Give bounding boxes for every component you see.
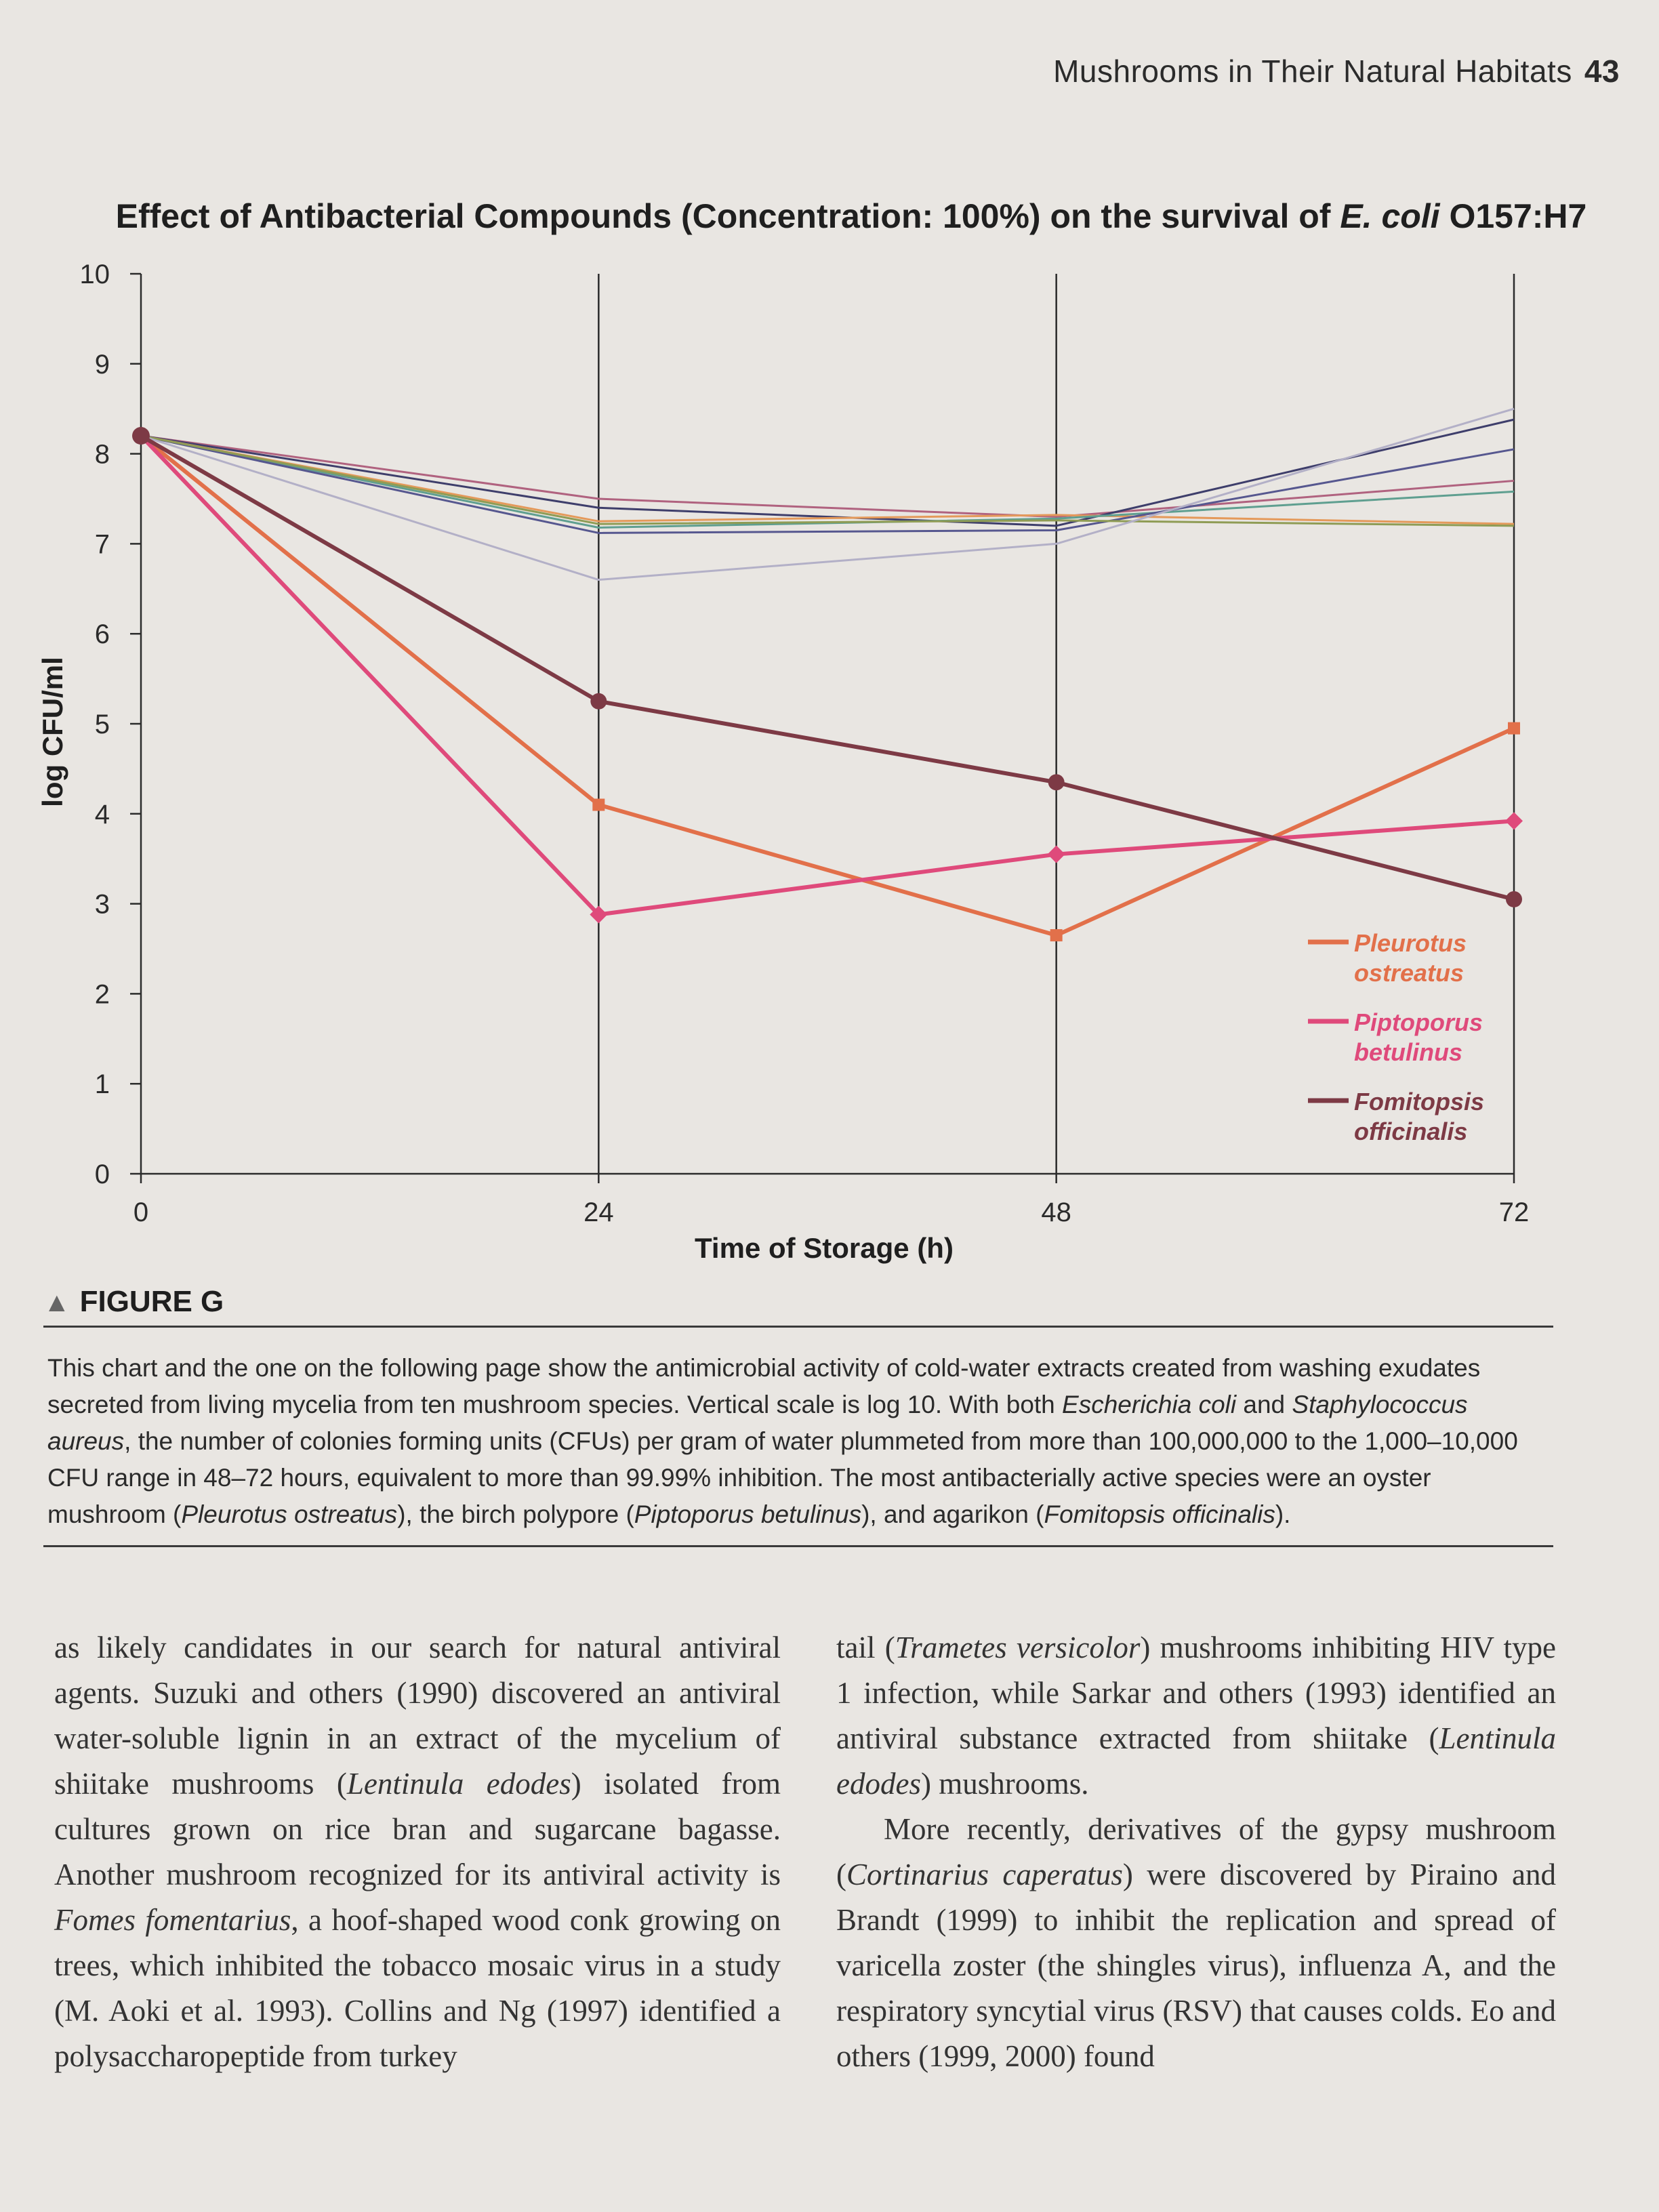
series-line-2 bbox=[141, 436, 1514, 899]
axis-layer bbox=[80, 260, 1530, 1227]
data-point-1-2 bbox=[1048, 846, 1065, 863]
text-run: ) isolated from cultures grown on rice bran and sugarcane bagasse. Another mushroom recognized for its antiviral activity is bbox=[54, 1767, 781, 1891]
data-point-2-3 bbox=[1506, 891, 1522, 907]
chart-title bbox=[116, 197, 1587, 235]
text-run: , a hoof-shaped wood conk growing on trees, which inhibited the tobacco mosaic virus in a study (M. Aoki et al. 1993). Collins and Ng (1997) identified a polysaccharopeptide from turkey bbox=[54, 1903, 781, 2073]
paragraph bbox=[836, 1807, 1556, 2079]
caption-run: ), and agarikon ( bbox=[861, 1500, 1044, 1528]
caption-run: Pleurotus ostreatus bbox=[181, 1500, 398, 1528]
body-column-left bbox=[54, 1625, 781, 2079]
caption-run: This chart and the one on the following page show the antimicrobial activity of cold-water extracts created from washing exudates secreted from living mycelia from ten mushroom species. Vertical scale is log 10. With both bbox=[47, 1354, 1481, 1418]
x-tick-label-72: 72 bbox=[1498, 1197, 1530, 1227]
y-tick-label-0: 0 bbox=[94, 1160, 110, 1189]
text-run: as likely candidates in our search for natural antiviral agents. Suzuki and others (1990) discovered an antiviral water-soluble lignin in an extract of the mycelium of shiitake mushrooms ( bbox=[54, 1631, 781, 1801]
caption-run: Fomitopsis officinalis bbox=[1044, 1500, 1275, 1528]
caption-run: , the number of colonies forming units (CFUs) per gram of water plummeted from more than 100,000,000 to the 1,000–10,000 CFU range in 48–72 hours, equivalent to more than 99.99% inhibition. The most antibacterially active species were an oyster mushroom ( bbox=[47, 1427, 1518, 1528]
caption-top-rule bbox=[43, 1326, 1553, 1328]
caption-run: Escherichia coli bbox=[1062, 1391, 1237, 1418]
text-run: Lentinula edodes bbox=[836, 1721, 1556, 1801]
page-number: 43 bbox=[1584, 54, 1620, 89]
legend-label: Fomitopsis bbox=[1354, 1088, 1485, 1115]
y-tick-label-4: 4 bbox=[94, 799, 110, 830]
data-point-0-2 bbox=[1050, 929, 1063, 941]
figure-label-text: FIGURE G bbox=[79, 1285, 224, 1318]
legend-entry-0 bbox=[1308, 929, 1467, 987]
text-run: ) were discovered by Piraino and Brandt (1999) to inhibit the replication and spread of varicella zoster (the shingles virus), influenza A, and the respiratory syncytial virus (RSV) that causes colds. Eo and others (1999, 2000) found bbox=[836, 1858, 1556, 2073]
chart-title-organism: E. coli bbox=[1340, 197, 1440, 235]
y-tick-label-6: 6 bbox=[94, 619, 110, 650]
legend-label: Pleurotus bbox=[1354, 929, 1467, 957]
text-run: Fomes fomentarius bbox=[54, 1903, 291, 1937]
text-run: tail ( bbox=[836, 1631, 895, 1664]
y-tick-label-9: 9 bbox=[94, 349, 110, 380]
caption-run: ), the birch polypore ( bbox=[397, 1500, 634, 1528]
caption-run: Piptoporus betulinus bbox=[634, 1500, 862, 1528]
y-tick-label-2: 2 bbox=[94, 979, 110, 1010]
series-line-4 bbox=[141, 419, 1514, 526]
paragraph bbox=[54, 1625, 781, 2079]
y-tick-label-7: 7 bbox=[94, 529, 110, 560]
data-point-1-3 bbox=[1505, 812, 1523, 830]
data-point-0-1 bbox=[592, 799, 605, 811]
series-line-0 bbox=[141, 436, 1514, 935]
caption-run: and bbox=[1236, 1391, 1292, 1418]
caption-run: ). bbox=[1275, 1500, 1291, 1528]
data-point-2-1 bbox=[590, 693, 607, 710]
body-column-right bbox=[836, 1625, 1556, 2079]
series-layer bbox=[132, 409, 1523, 941]
legend bbox=[1308, 929, 1484, 1145]
data-point-0-3 bbox=[1508, 722, 1520, 735]
chart-title-strain: O157:H7 bbox=[1439, 197, 1587, 235]
text-run: ) mushrooms inhibiting HIV type 1 infection, while Sarkar and others (1993) identified an antiviral substance extracted from shiitake ( bbox=[836, 1631, 1557, 1755]
y-tick-label-1: 1 bbox=[94, 1069, 110, 1100]
series-line-8 bbox=[141, 436, 1514, 526]
legend-label: betulinus bbox=[1354, 1038, 1462, 1066]
triangle-icon: ▲ bbox=[43, 1288, 70, 1317]
series-line-6 bbox=[141, 436, 1514, 527]
legend-label: Piptoporus bbox=[1354, 1008, 1483, 1036]
legend-entry-1 bbox=[1308, 1008, 1483, 1066]
y-tick-label-5: 5 bbox=[94, 710, 110, 739]
text-run: Lentinula edodes bbox=[346, 1767, 571, 1801]
data-point-2-2 bbox=[1048, 774, 1065, 790]
y-axis-label: log CFU/ml bbox=[37, 657, 68, 807]
x-tick-label-24: 24 bbox=[583, 1197, 614, 1227]
figure-caption bbox=[47, 1350, 1552, 1533]
x-tick-label-48: 48 bbox=[1041, 1197, 1071, 1227]
figure-label bbox=[43, 1285, 224, 1319]
legend-label: ostreatus bbox=[1354, 959, 1465, 987]
legend-label: officinalis bbox=[1354, 1118, 1468, 1145]
legend-entry-2 bbox=[1308, 1088, 1484, 1145]
caption-run: Staphylococcus aureus bbox=[47, 1391, 1468, 1455]
caption-bottom-rule bbox=[43, 1545, 1553, 1547]
text-run: More recently, derivatives of the gypsy mushroom ( bbox=[836, 1812, 1556, 1891]
y-tick-label-8: 8 bbox=[94, 439, 110, 470]
running-title: Mushrooms in Their Natural Habitats bbox=[1053, 54, 1572, 89]
text-run: Cortinarius caperatus bbox=[846, 1858, 1123, 1891]
y-tick-label-3: 3 bbox=[94, 889, 110, 920]
paragraph bbox=[836, 1625, 1556, 1807]
x-tick-label-0: 0 bbox=[133, 1197, 149, 1227]
start-point bbox=[132, 427, 150, 445]
y-tick-label-10: 10 bbox=[79, 260, 110, 289]
text-run: Trametes versicolor bbox=[895, 1631, 1141, 1664]
text-run: ) mushrooms. bbox=[920, 1767, 1089, 1801]
chart-title-main: Effect of Antibacterial Compounds (Concentration: 100%) on the survival of bbox=[115, 197, 1340, 235]
x-axis-label: Time of Storage (h) bbox=[695, 1232, 954, 1264]
